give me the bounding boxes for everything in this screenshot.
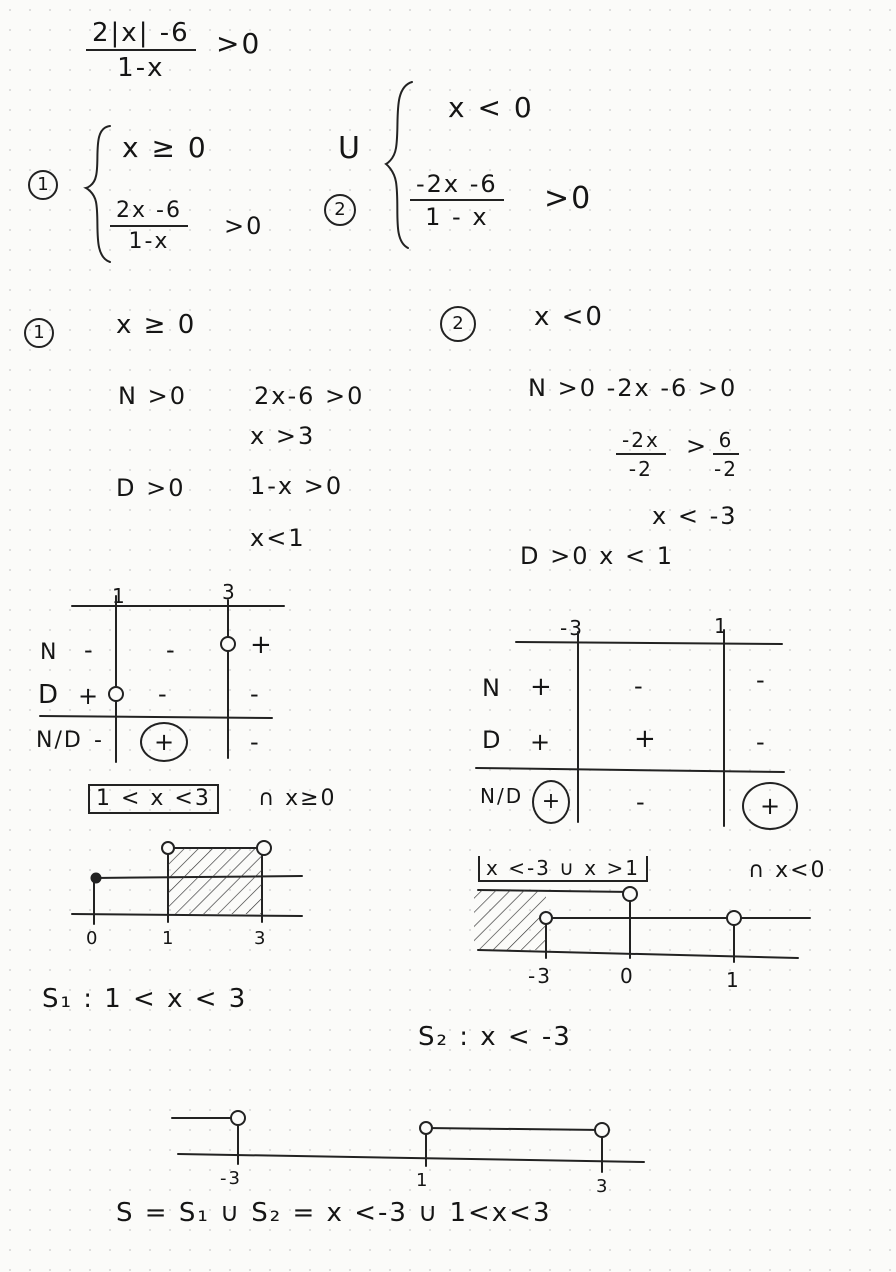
line2-tick-neg3: -3 — [528, 964, 552, 988]
table1-row-n-label: N — [40, 640, 59, 665]
case-1-n-label: N >0 — [118, 382, 187, 410]
case-2-right-denominator: -2 — [714, 457, 738, 481]
line3-tick-neg3: -3 — [220, 1168, 242, 1189]
case-1-d-label: D >0 — [116, 474, 186, 502]
case-2-left-denominator: -2 — [628, 457, 653, 481]
case-1-d-solution: x<1 — [250, 524, 306, 552]
case-2-d-line: D >0 x < 1 — [520, 542, 674, 570]
solution-s2: S₂ : x < -3 — [418, 1022, 572, 1052]
system-2-denominator: 1 - x — [425, 203, 489, 231]
table1-row-d-label: D — [38, 680, 61, 710]
line1-tick-1: 1 — [162, 928, 176, 949]
system-1-label: 1 — [28, 170, 58, 200]
case-2-n-solution: x < -3 — [652, 502, 738, 530]
table2-row-n-cell-3: - — [756, 666, 767, 694]
case-2-intersection: ∩ x<0 — [748, 858, 827, 883]
table2-row-n-label: N — [482, 674, 502, 702]
table2-row-nd-cell-1: + — [532, 780, 570, 824]
system-1-relation: >0 — [224, 212, 264, 240]
table2-col-neg3: -3 — [560, 616, 584, 640]
table2-row-d-label: D — [482, 726, 503, 754]
line2-tick-0: 0 — [620, 964, 635, 988]
table2-row-nd-cell-3: + — [742, 782, 798, 830]
table2-row-n-cell-2: - — [634, 672, 645, 700]
system-2-fraction — [410, 172, 504, 229]
table1-row-nd-cell-3: - — [250, 728, 261, 756]
table1-row-nd-label: N/D — [36, 728, 83, 753]
table1-row-nd-cell-2: + — [140, 722, 188, 762]
system-2-numerator: -2x -6 — [410, 172, 504, 201]
case-1-label: 1 — [24, 318, 54, 348]
case-1-condition: x ≥ 0 — [116, 310, 197, 340]
table2-row-d-cell-3: - — [756, 728, 767, 756]
table1-row-nd-cell-1: - — [94, 728, 104, 753]
line1-tick-0: 0 — [86, 928, 100, 949]
table2-row-nd-cell-2: - — [636, 788, 647, 816]
case-2-right-numerator: 6 — [713, 430, 740, 455]
table2-row-d-cell-1: + — [530, 728, 553, 756]
final-solution: S = S₁ ∪ S₂ = x <-3 ∪ 1<x<3 — [116, 1198, 552, 1228]
table1-row-d-cell-1: + — [78, 682, 101, 710]
case-2-interval-box: x <-3 ∪ x >1 — [478, 856, 648, 882]
table2-row-d-cell-2: + — [634, 724, 658, 754]
problem-relation: >0 — [216, 27, 262, 60]
union-symbol: U — [338, 131, 362, 166]
table1-row-n-cell-2: - — [166, 636, 177, 664]
case-2-n-line: N >0 -2x -6 >0 — [528, 374, 738, 402]
line1-tick-3: 3 — [254, 928, 268, 949]
table1-row-n-cell-1: - — [84, 636, 95, 664]
case-1-intersection: ∩ x≥0 — [258, 786, 337, 811]
case-2-condition: x <0 — [534, 302, 604, 332]
case-1-n-expression: 2x-6 >0 — [254, 382, 365, 410]
system-2-relation: >0 — [544, 181, 593, 216]
system-1-denominator: 1-x — [128, 229, 170, 254]
system-1-fraction — [110, 200, 188, 253]
case-2-right-fraction — [708, 430, 744, 479]
case-1-d-expression: 1-x >0 — [250, 472, 344, 500]
table1-col-1: 1 — [112, 584, 127, 608]
problem-numerator: 2|x| -6 — [86, 20, 196, 51]
line2-tick-1: 1 — [726, 968, 741, 992]
table1-row-d-cell-2: - — [158, 680, 169, 708]
table2-row-n-cell-1: + — [530, 672, 554, 702]
system-2-condition: x < 0 — [448, 91, 534, 124]
table1-col-3: 3 — [222, 580, 237, 604]
line3-tick-1: 1 — [416, 1170, 430, 1191]
case-2-label: 2 — [440, 306, 476, 342]
table2-row-nd-label: N/D — [480, 784, 524, 808]
table1-row-n-cell-3: + — [250, 630, 274, 660]
case-1-interval-box: 1 < x <3 — [88, 784, 219, 814]
system-1-numerator: 2x -6 — [110, 200, 188, 227]
case-2-left-fraction — [616, 430, 666, 479]
system-1-condition: x ≥ 0 — [122, 131, 208, 164]
problem-denominator: 1-x — [117, 53, 165, 83]
case-1-n-solution: x >3 — [250, 422, 316, 450]
table1-row-d-cell-3: - — [250, 680, 261, 708]
system-2-label: 2 — [324, 194, 356, 226]
case-2-left-numerator: -2x — [616, 430, 666, 455]
problem-fraction — [86, 20, 196, 81]
case-2-fraction-relation: > — [686, 432, 709, 460]
solution-s1: S₁ : 1 < x < 3 — [42, 984, 248, 1014]
line3-tick-3: 3 — [596, 1176, 610, 1197]
table2-col-1: 1 — [714, 614, 729, 638]
